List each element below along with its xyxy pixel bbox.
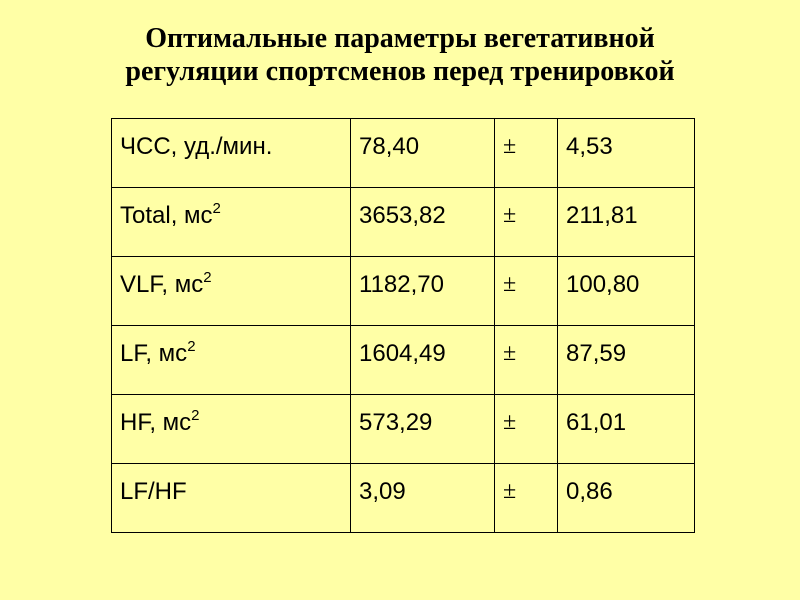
plus-minus-sign: ± [495, 464, 558, 533]
mean-value: 1182,70 [351, 257, 495, 326]
parameter-unit-superscript: 2 [191, 407, 200, 424]
mean-value: 573,29 [351, 395, 495, 464]
mean-value: 1604,49 [351, 326, 495, 395]
parameter-name: ЧСС, уд./мин. [120, 133, 273, 160]
parameter-name-cell [112, 326, 351, 395]
parameter-name: HF, мс [120, 409, 192, 436]
title-line-2: регуляции спортсменов перед тренировкой [125, 56, 675, 87]
mean-value: 3653,82 [351, 188, 495, 257]
plus-minus-sign: ± [495, 257, 558, 326]
parameter-name: LF/HF [120, 478, 187, 505]
parameter-unit-superscript: 2 [203, 269, 212, 286]
parameter-name-cell [112, 119, 351, 188]
plus-minus-sign: ± [495, 395, 558, 464]
error-value: 100,80 [558, 257, 695, 326]
table-row [112, 119, 695, 188]
error-value: 211,81 [558, 188, 695, 257]
parameter-name: LF, мс [120, 340, 188, 367]
error-value: 87,59 [558, 326, 695, 395]
parameter-name-cell [112, 188, 351, 257]
parameter-name-cell [112, 395, 351, 464]
parameter-name-cell [112, 464, 351, 533]
error-value: 0,86 [558, 464, 695, 533]
parameters-table [111, 118, 695, 533]
parameter-unit-superscript: 2 [187, 338, 196, 355]
parameter-unit-superscript: 2 [212, 200, 221, 217]
parameter-name-cell [112, 257, 351, 326]
plus-minus-sign: ± [495, 326, 558, 395]
mean-value: 78,40 [351, 119, 495, 188]
mean-value: 3,09 [351, 464, 495, 533]
error-value: 61,01 [558, 395, 695, 464]
page-title [0, 22, 800, 88]
table-row [112, 464, 695, 533]
plus-minus-sign: ± [495, 188, 558, 257]
table-row [112, 188, 695, 257]
parameter-name: VLF, мс [120, 271, 204, 298]
title-line-1: Оптимальные параметры вегетативной [145, 23, 655, 54]
table-row [112, 395, 695, 464]
table-row [112, 257, 695, 326]
error-value: 4,53 [558, 119, 695, 188]
table-row [112, 326, 695, 395]
plus-minus-sign: ± [495, 119, 558, 188]
parameter-name: Total, мс [120, 202, 213, 229]
